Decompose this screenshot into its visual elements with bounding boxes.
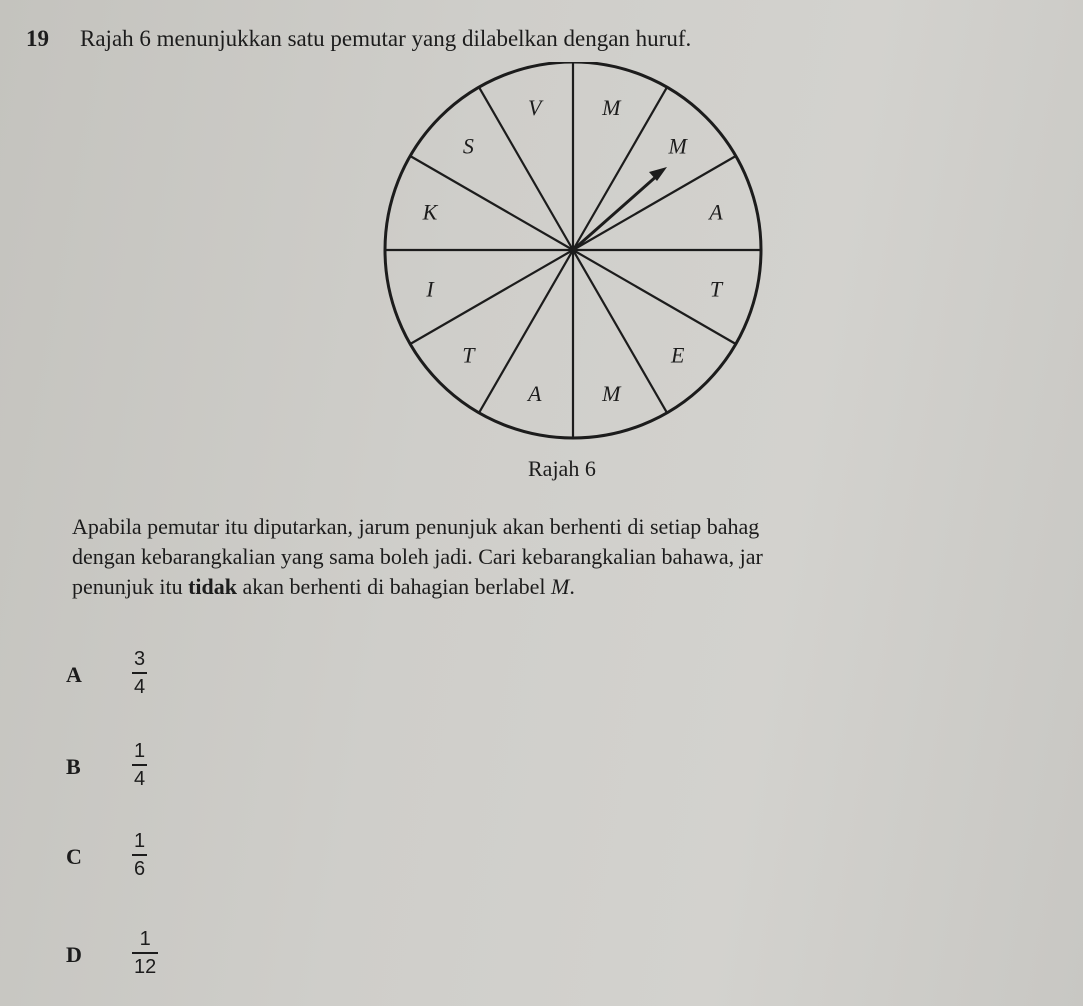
pointer-arrow — [573, 167, 667, 250]
spinner-sector-label: K — [422, 199, 438, 225]
spinner-divider-line — [479, 87, 573, 250]
emphasis-tidak: tidak — [188, 574, 238, 599]
figure-caption: Rajah 6 — [528, 456, 596, 481]
answer-option-d[interactable] — [66, 928, 266, 988]
question-title: Rajah 6 menunjukkan satu pemutar yang dilabelkan dengan huruf. — [80, 26, 692, 51]
spinner-sector-label: I — [426, 276, 434, 302]
spinner-sector-label: V — [527, 95, 542, 120]
fraction-denominator: 4 — [134, 676, 146, 698]
paragraph-line-2: dengan kebarangkalian yang sama boleh jadi. Cari kebarangkalian bahawa, jar — [72, 544, 763, 569]
answer-option-c[interactable] — [66, 830, 266, 890]
paragraph-line-3-text: penunjuk itu — [72, 574, 189, 599]
answer-option-a[interactable] — [66, 648, 266, 708]
paragraph-line-3-end: . — [569, 574, 575, 599]
spinner-sector-label: M — [668, 133, 687, 159]
fraction-denominator: 12 — [134, 956, 157, 978]
option-fraction — [132, 648, 147, 698]
label-variable: M — [551, 574, 570, 599]
spinner-sector-label: T — [462, 342, 475, 368]
fraction-numerator: 1 — [134, 740, 146, 762]
spinner-figure — [370, 62, 780, 452]
spinner-sector-label: A — [709, 199, 723, 225]
option-letter: A — [66, 662, 82, 687]
spinner-center — [569, 246, 577, 254]
spinner-sector-label: M — [602, 381, 621, 406]
spinner-sector-label: S — [462, 133, 474, 159]
option-letter: D — [66, 942, 82, 967]
option-fraction — [132, 830, 147, 880]
fraction-denominator: 4 — [134, 768, 146, 790]
spinner-sector-label: M — [602, 95, 621, 120]
answer-option-b[interactable] — [66, 740, 266, 800]
fraction-numerator: 1 — [139, 928, 151, 950]
paragraph-line-3 — [72, 572, 1083, 602]
spinner-divider-line — [479, 250, 573, 413]
option-letter: B — [66, 754, 81, 779]
option-fraction — [132, 740, 147, 790]
fraction-denominator: 6 — [134, 858, 146, 880]
paragraph-line-3-text-2: akan berhenti di bahagian berlabel — [237, 574, 552, 599]
question-paragraph — [72, 512, 1083, 602]
fraction-numerator: 1 — [134, 830, 146, 852]
spinner-diagram — [370, 62, 780, 452]
spinner-sector-label: A — [527, 381, 542, 406]
fraction-numerator: 3 — [134, 648, 146, 670]
question-number: 19 — [26, 26, 49, 51]
option-letter: C — [66, 844, 82, 869]
option-fraction — [132, 928, 158, 978]
spinner-sector-label: E — [670, 342, 685, 368]
paragraph-line-1: Apabila pemutar itu diputarkan, jarum penunjuk akan berhenti di setiap bahag — [72, 514, 760, 539]
spinner-sector-label: T — [709, 276, 723, 302]
spinner-divider-line — [410, 250, 573, 344]
